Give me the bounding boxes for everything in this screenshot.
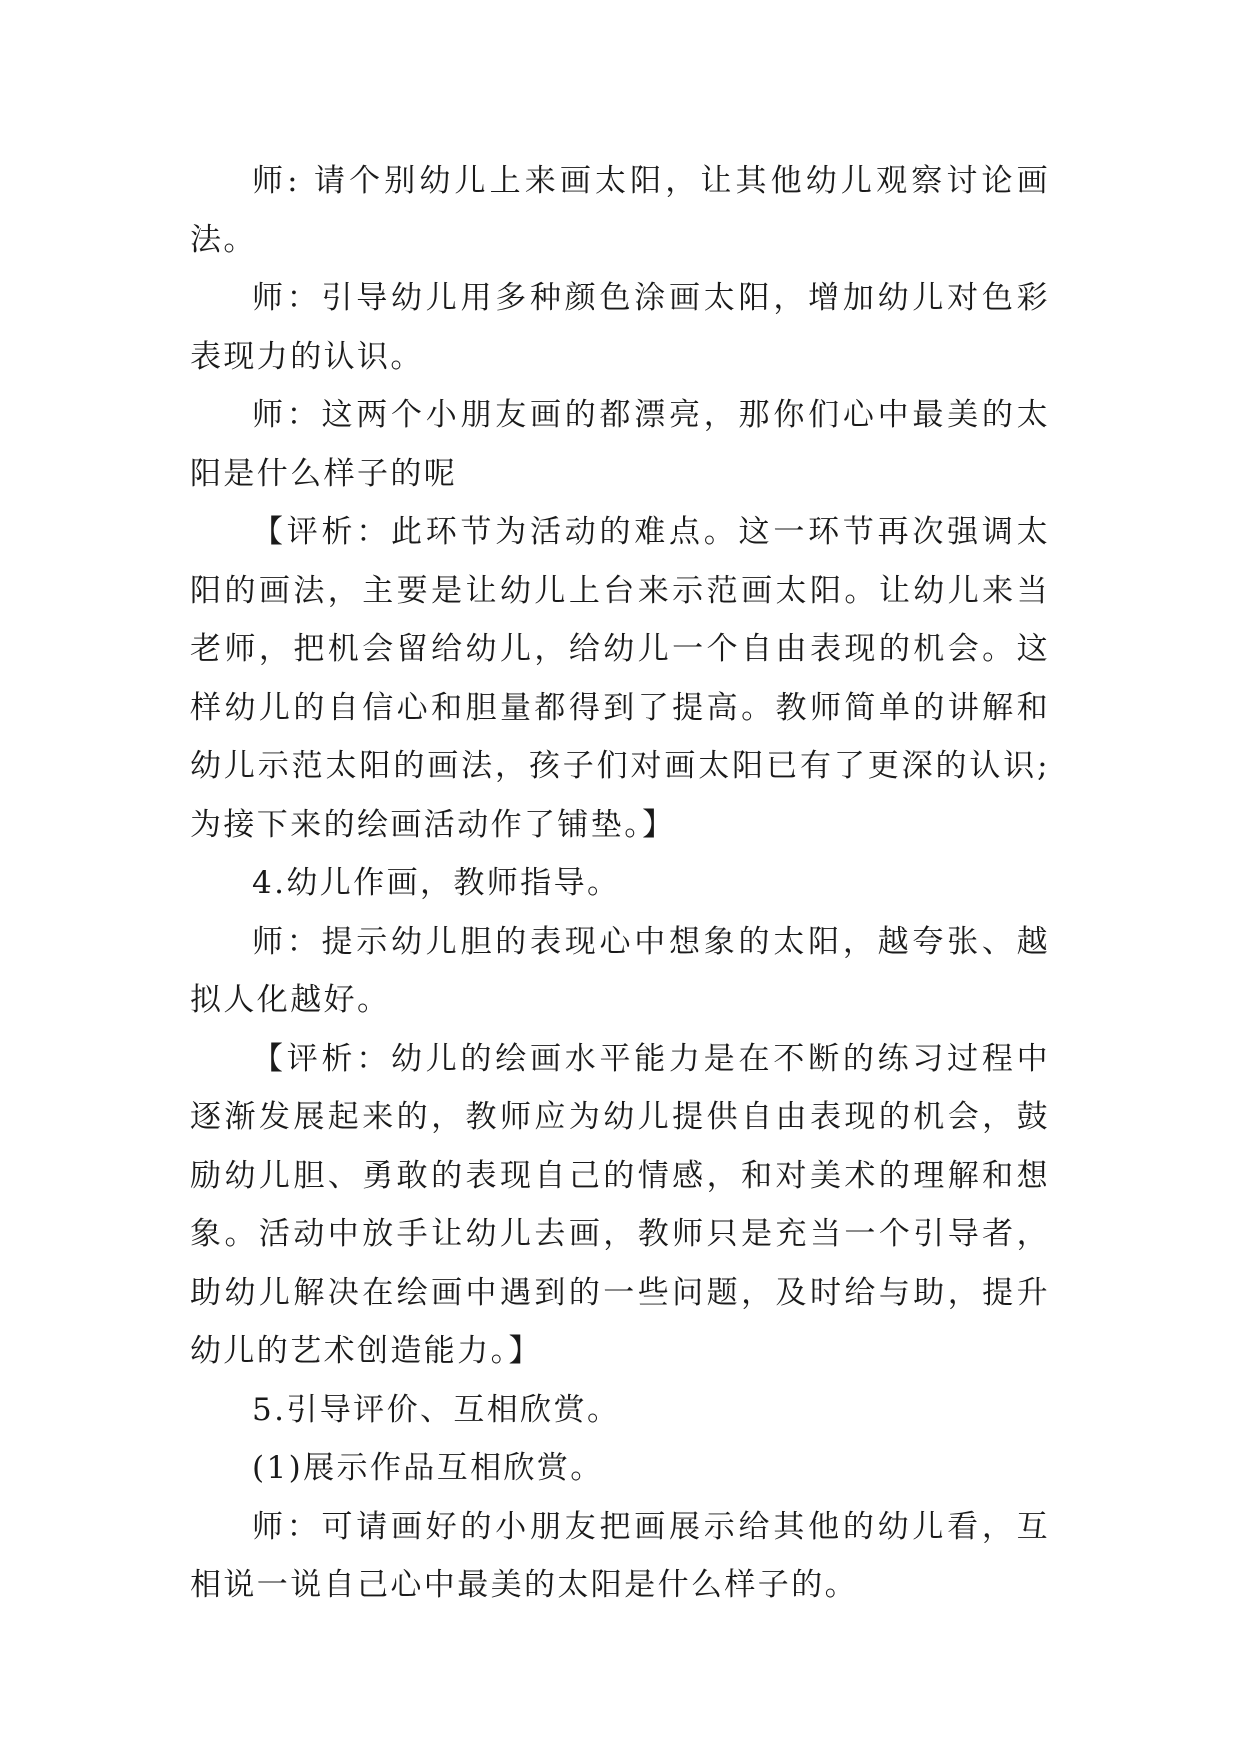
paragraph-teacher-colors: 师：引导幼儿用多种颜色涂画太阳，增加幼儿对色彩表现力的认识。	[190, 280, 1050, 375]
paragraph-teacher-prompt: 师：提示幼儿胆的表现心中想象的太阳，越夸张、越拟人化越好。	[190, 923, 1050, 1018]
paragraph-analysis-2: 【评析：幼儿的绘画水平能力是在不断的练习过程中逐渐发展起来的，教师应为幼儿提供自由表现的机会，鼓励幼儿胆、勇敢的表现自己的情感，和对美术的理解和想象。活动中放手让幼儿去画，教师只是充当一个引导者，助幼儿解决在绘画中遇到的一些问题，及时给与助，提升幼儿的艺术创造能力。】	[190, 1040, 1050, 1369]
paragraph-substep-1: (1)展示作品互相欣赏。	[252, 1450, 604, 1486]
paragraph-analysis-1: 【评析：此环节为活动的难点。这一环节再次强调太阳的画法，主要是让幼儿上台来示范画太阳。让幼儿来当老师，把机会留给幼儿，给幼儿一个自由表现的机会。这样幼儿的自信心和胆量都得到了提高。教师简单的讲解和幼儿示范太阳的画法，孩子们对画太阳已有了更深的认识;为接下来的绘画活动作了铺垫。】	[190, 514, 1050, 843]
paragraph-step-4: 4.幼儿作画，教师指导。	[252, 865, 621, 901]
paragraph-step-5: 5.引导评价、互相欣赏。	[252, 1391, 621, 1428]
paragraph-teacher-share: 师：可请画好的小朋友把画展示给其他的幼儿看，互相说一说自己心中最美的太阳是什么样子的。	[190, 1508, 1050, 1603]
paragraph-teacher-invite: 师: 请个别幼儿上来画太阳，让其他幼儿观察讨论画法。	[190, 163, 1050, 258]
paragraph-teacher-question: 师：这两个小朋友画的都漂亮，那你们心中最美的太阳是什么样子的呢	[190, 397, 1050, 492]
document-body	[190, 152, 1050, 1615]
